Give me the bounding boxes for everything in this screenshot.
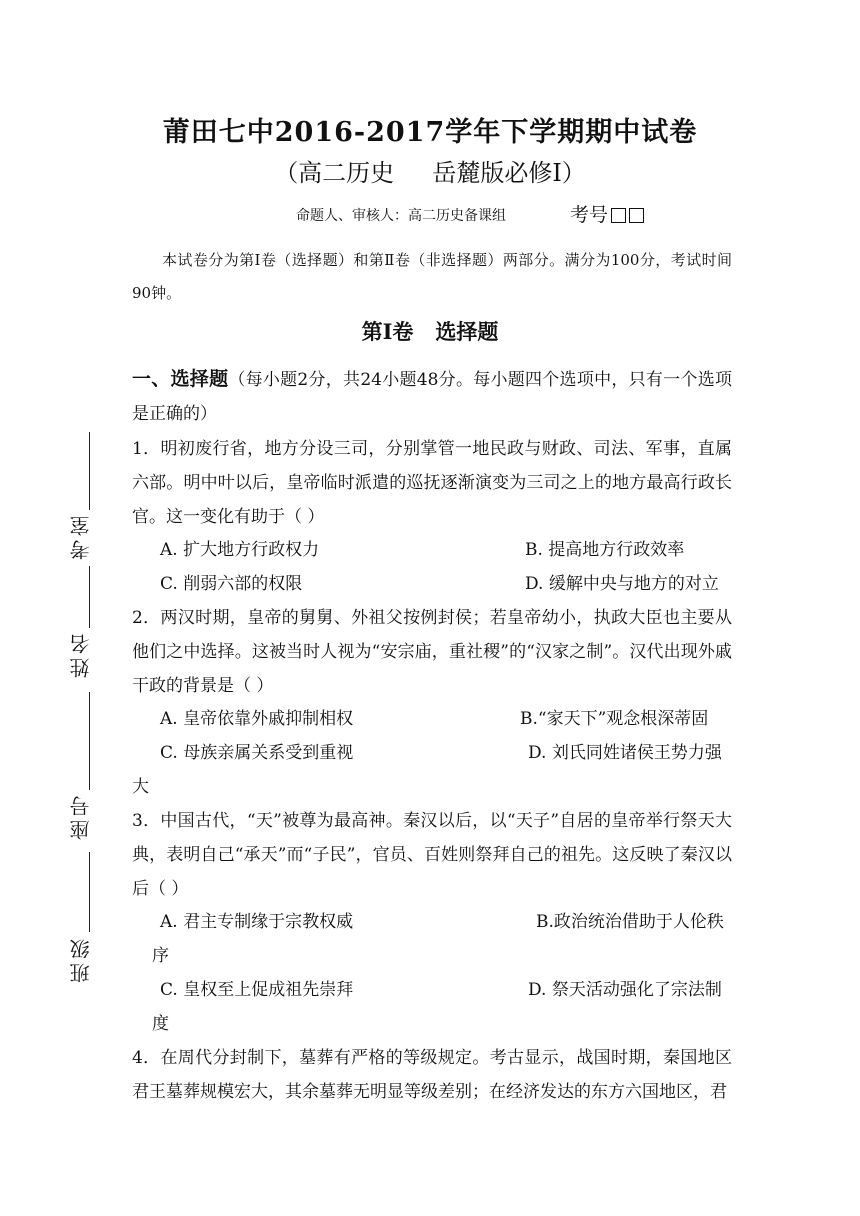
class-label: 班级 [69, 935, 93, 983]
question-3-option-d-wrap: 度 [152, 1014, 169, 1034]
digit-box [611, 208, 626, 223]
exam-number-field [570, 200, 644, 227]
question-3-option-b: B.政治统治借助于人伦秩 [536, 912, 724, 932]
exam-subtitle: （高二历史 岳麓版必修Ⅰ） [274, 159, 586, 187]
question-1-option-d: D. 缓解中央与地方的对立 [525, 574, 719, 594]
exam-room-label: 考室 [69, 512, 93, 560]
question-3-stem: 3．中国古代，“天”被尊为最高神。秦汉以后，以“天子”自居的皇帝举行祭天大典，表明自己“承天”而“子民”，官员、百姓则祭拜自己的祖先。这反映了秦汉以后（ ） [132, 811, 732, 899]
section-title: 第Ⅰ卷 选择题 [361, 319, 499, 344]
question-1-option-b: B. 提高地方行政效率 [525, 540, 685, 560]
question-3-option-a: A. 君主专制缘于宗教权威 [160, 912, 354, 932]
question-3-option-b-wrap: 序 [152, 946, 169, 966]
question-3-option-d: D. 祭天活动强化了宗法制 [528, 980, 722, 1000]
part-heading [132, 362, 732, 431]
exam-room-line [89, 432, 90, 510]
question-2-option-c: C. 母族亲属关系受到重视 [160, 743, 354, 763]
digit-box [629, 208, 644, 223]
name-label: 姓名 [69, 630, 93, 678]
question-2-option-a: A. 皇帝依靠外戚抑制相权 [160, 709, 354, 729]
question-4-stem: 4．在周代分封制下，墓葬有严格的等级规定。考古显示，战国时期，秦国地区君王墓葬规模宏大，其余墓葬无明显等级差别；在经济发达的东方六国地区，君 [132, 1048, 732, 1102]
exam-number-boxes [608, 205, 644, 227]
question-2-option-d-wrap: 大 [132, 777, 149, 797]
question-1-option-a: A. 扩大地方行政权力 [160, 540, 320, 560]
class-line [89, 852, 90, 932]
part-heading-note: （每小题2分，共24小题48分。每小题四个选项中，只有一个选项是正确的） [132, 370, 732, 424]
question-1-stem: 1．明初废行省，地方分设三司，分别掌管一地民政与财政、司法、军事，直属六部。明中叶以后，皇帝临时派遣的巡抚逐渐演变为三司之上的地方最高行政长官。这一变化有助于（ ） [132, 439, 732, 527]
part-heading-label: 一、选择题 [132, 368, 229, 390]
question-3-option-c: C. 皇权至上促成祖先崇拜 [160, 980, 354, 1000]
name-line [89, 566, 90, 628]
exam-title: 莆田七中2016-2017学年下学期期中试卷 [162, 117, 698, 148]
seat-number-label: 座号 [69, 792, 93, 840]
exam-number-label: 考号 [570, 204, 609, 226]
seat-number-line [89, 692, 90, 790]
question-1-option-c: C. 削弱六部的权限 [160, 574, 303, 594]
instructions: 本试卷分为第Ⅰ卷（选择题）和第Ⅱ卷（非选择题）两部分。满分为100分，考试时间90钟。 [132, 251, 732, 302]
question-2-option-d: D. 刘氏同姓诸侯王势力强 [528, 743, 722, 763]
question-2-option-b: B.“家天下”观念根深蒂固 [520, 709, 709, 729]
author-line: 命题人、审核人：高二历史备课组 [296, 208, 506, 224]
question-2-stem: 2．两汉时期，皇帝的舅舅、外祖父按例封侯；若皇帝幼小，执政大臣也主要从他们之中选择。这被当时人视为“安宗庙，重社稷”的“汉家之制”。汉代出现外戚干政的背景是（ ） [132, 608, 732, 696]
